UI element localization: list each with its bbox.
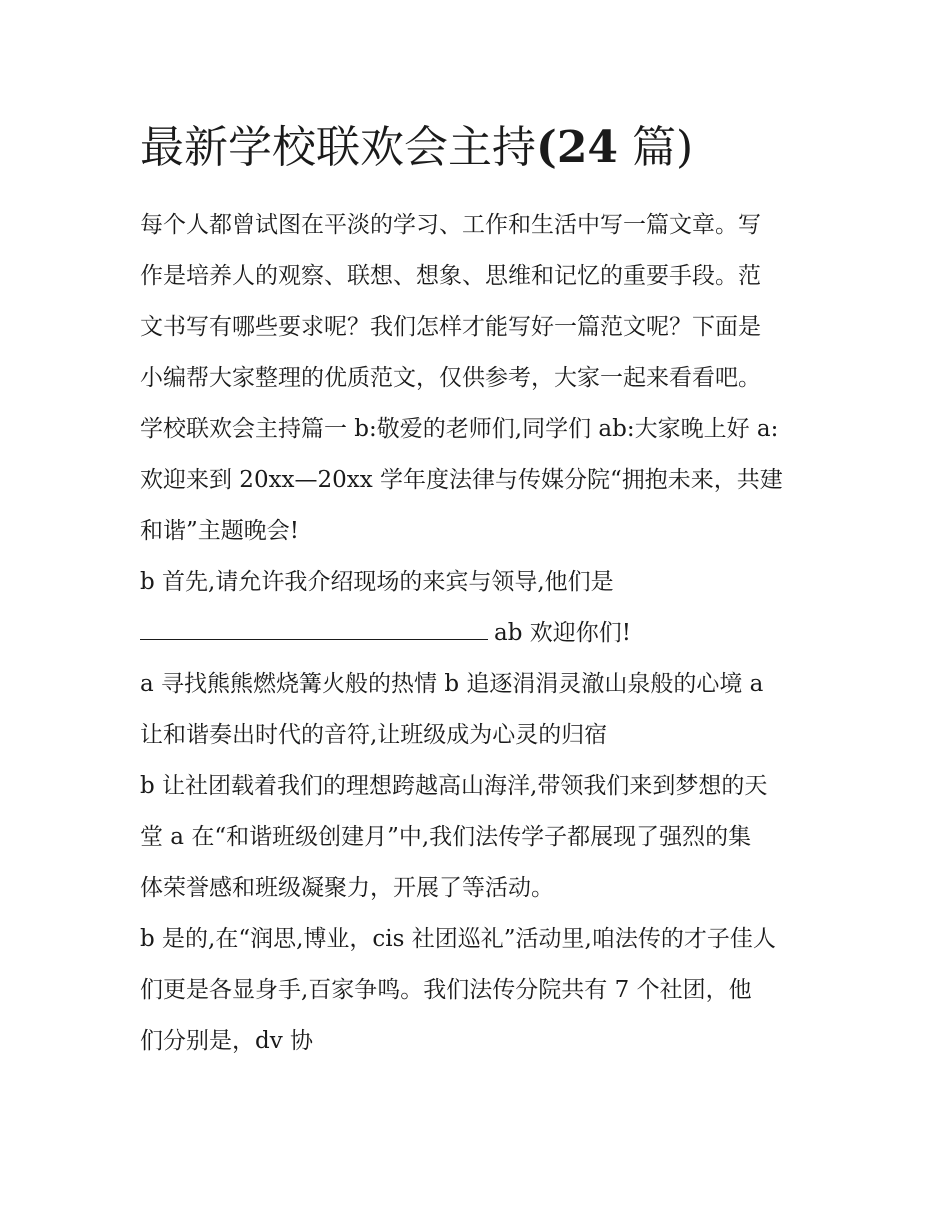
paragraph-line: 学校联欢会主持篇一 b:敬爱的老师们,同学们 ab:大家晚上好 a: (140, 416, 779, 442)
paragraph-line: 欢迎来到 20xx—20xx 学年度法律与传媒分院“拥抱未来，共建 (140, 467, 783, 493)
paragraph-line: 文书写有哪些要求呢？我们怎样才能写好一篇范文呢？下面是 (140, 314, 761, 340)
paragraph-line: b 首先,请允许我介绍现场的来宾与领导,他们是 (140, 569, 614, 595)
document-title (140, 116, 820, 180)
blank-line-row (140, 608, 812, 659)
paragraph-line: 和谐”主题晚会! (140, 518, 300, 544)
paragraph-line: 们分别是，dv 协 (140, 1028, 314, 1054)
paragraph-line: 每个人都曾试图在平淡的学习、工作和生活中写一篇文章。写 (140, 212, 761, 238)
paragraph-line: 小编帮大家整理的优质范文，仅供参考，大家一起来看看吧。 (140, 365, 761, 391)
paragraph-line: 作是培养人的观察、联想、想象、思维和记忆的重要手段。范 (140, 263, 761, 289)
fill-in-blank (140, 619, 488, 640)
paragraph-line: 们更是各显身手,百家争鸣。我们法传分院共有 7 个社团，他 (140, 977, 752, 1003)
document-body (140, 200, 812, 1067)
title-count: (24 (536, 122, 619, 173)
paragraph-line: a 寻找熊熊燃烧篝火般的热情 b 追逐涓涓灵澈山泉般的心境 a (140, 671, 764, 697)
paragraph-line: b 是的,在“润思,博业，cis 社团巡礼”活动里,咱法传的才子佳人 (140, 926, 776, 952)
paragraph-line: 体荣誉感和班级凝聚力，开展了等活动。 (140, 875, 554, 901)
paragraph-line: 堂 a 在“和谐班级创建月”中,我们法传学子都展现了强烈的集 (140, 824, 752, 850)
paragraph-text: ab 欢迎你们! (494, 620, 631, 646)
title-text: 最新学校联欢会主持 (140, 122, 536, 173)
title-suffix: 篇) (632, 122, 694, 173)
paragraph-line: 让和谐奏出时代的音符,让班级成为心灵的归宿 (140, 722, 608, 748)
paragraph-line: b 让社团载着我们的理想跨越高山海洋,带领我们来到梦想的天 (140, 773, 768, 799)
